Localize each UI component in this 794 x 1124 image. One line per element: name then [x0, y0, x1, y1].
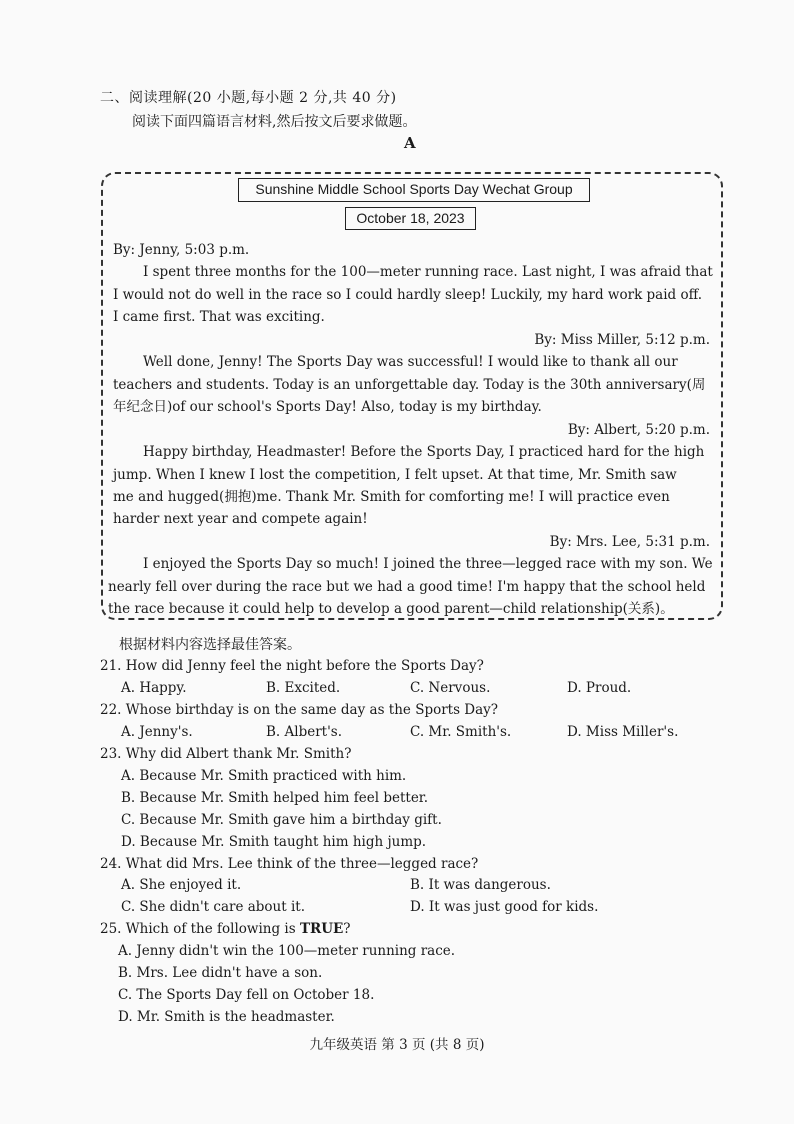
section-instruction: 阅读下面四篇语言材料,然后按文后要求做题。	[132, 114, 417, 130]
q23-option-c[interactable]: C. Because Mr. Smith gave him a birthday gift.	[121, 812, 442, 828]
q22-option-a[interactable]: A. Jenny's.	[121, 724, 193, 740]
question-23: 23. Why did Albert thank Mr. Smith?	[100, 746, 352, 762]
q25-stem-pre: 25. Which of the following is	[100, 921, 300, 937]
post-author-jenny: By: Jenny, 5:03 p.m.	[113, 242, 250, 258]
q25-stem-emphasis: TRUE	[299, 921, 344, 937]
post-line: I came first. That was exciting.	[113, 309, 325, 325]
question-25	[100, 921, 351, 937]
q25-option-b[interactable]: B. Mrs. Lee didn't have a son.	[118, 965, 323, 981]
post-author-albert: By: Albert, 5:20 p.m.	[567, 422, 710, 438]
q25-option-a[interactable]: A. Jenny didn't win the 100—meter running race.	[118, 943, 456, 959]
post-line: jump. When I knew I lost the competition, I felt upset. At that time, Mr. Smith saw	[113, 467, 677, 483]
question-21: 21. How did Jenny feel the night before the Sports Day?	[100, 658, 484, 674]
post-author-lee: By: Mrs. Lee, 5:31 p.m.	[549, 534, 710, 550]
section-heading: 二、阅读理解(20 小题,每小题 2 分,共 40 分)	[100, 90, 397, 106]
q24-option-c[interactable]: C. She didn't care about it.	[121, 899, 305, 915]
q25-option-d[interactable]: D. Mr. Smith is the headmaster.	[118, 1009, 335, 1025]
post-line: Well done, Jenny! The Sports Day was successful! I would like to thank all our	[143, 354, 678, 370]
question-22: 22. Whose birthday is on the same day as the Sports Day?	[100, 702, 499, 718]
q25-stem-post: ?	[343, 921, 351, 937]
post-line: I spent three months for the 100—meter running race. Last night, I was afraid that	[143, 264, 713, 280]
q21-option-d[interactable]: D. Proud.	[567, 680, 632, 696]
q22-option-c[interactable]: C. Mr. Smith's.	[410, 724, 512, 740]
q22-option-d[interactable]: D. Miss Miller's.	[567, 724, 679, 740]
q23-option-a[interactable]: A. Because Mr. Smith practiced with him.	[121, 768, 407, 784]
post-line: teachers and students. Today is an unforgettable day. Today is the 30th anniversary(周	[113, 377, 706, 393]
wechat-group-frame	[101, 172, 723, 620]
q22-option-b[interactable]: B. Albert's.	[266, 724, 343, 740]
q21-option-b[interactable]: B. Excited.	[266, 680, 341, 696]
q23-option-b[interactable]: B. Because Mr. Smith helped him feel better.	[121, 790, 429, 806]
post-line: Happy birthday, Headmaster! Before the Sports Day, I practiced hard for the high	[143, 444, 705, 460]
post-line: I enjoyed the Sports Day so much! I joined the three—legged race with my son. We	[143, 556, 713, 572]
page-footer: 九年级英语 第 3 页 (共 8 页)	[309, 1037, 485, 1053]
question-24: 24. What did Mrs. Lee think of the three—legged race?	[100, 856, 479, 872]
choose-instruction: 根据材料内容选择最佳答案。	[119, 637, 301, 653]
q25-option-c[interactable]: C. The Sports Day fell on October 18.	[118, 987, 375, 1003]
post-line: I would not do well in the race so I could hardly sleep! Luckily, my hard work paid off.	[113, 287, 703, 303]
q23-option-d[interactable]: D. Because Mr. Smith taught him high jump.	[121, 834, 427, 850]
group-date: October 18, 2023	[345, 207, 476, 230]
post-line: nearly fell over during the race but we had a good time! I'm happy that the school held	[108, 579, 706, 595]
q24-option-a[interactable]: A. She enjoyed it.	[121, 877, 242, 893]
post-line: the race because it could help to develop a good parent—child relationship(关系)。	[108, 601, 674, 617]
passage-label: A	[404, 134, 416, 152]
q21-option-a[interactable]: A. Happy.	[121, 680, 187, 696]
q21-option-c[interactable]: C. Nervous.	[410, 680, 491, 696]
post-author-miller: By: Miss Miller, 5:12 p.m.	[534, 332, 710, 348]
post-line: 年纪念日)of our school's Sports Day! Also, today is my birthday.	[113, 399, 542, 415]
q24-option-b[interactable]: B. It was dangerous.	[410, 877, 551, 893]
post-line: harder next year and compete again!	[113, 511, 368, 527]
post-line: me and hugged(拥抱)me. Thank Mr. Smith for comforting me! I will practice even	[113, 489, 670, 505]
q24-option-d[interactable]: D. It was just good for kids.	[410, 899, 599, 915]
group-title: Sunshine Middle School Sports Day Wechat Group	[238, 178, 590, 202]
